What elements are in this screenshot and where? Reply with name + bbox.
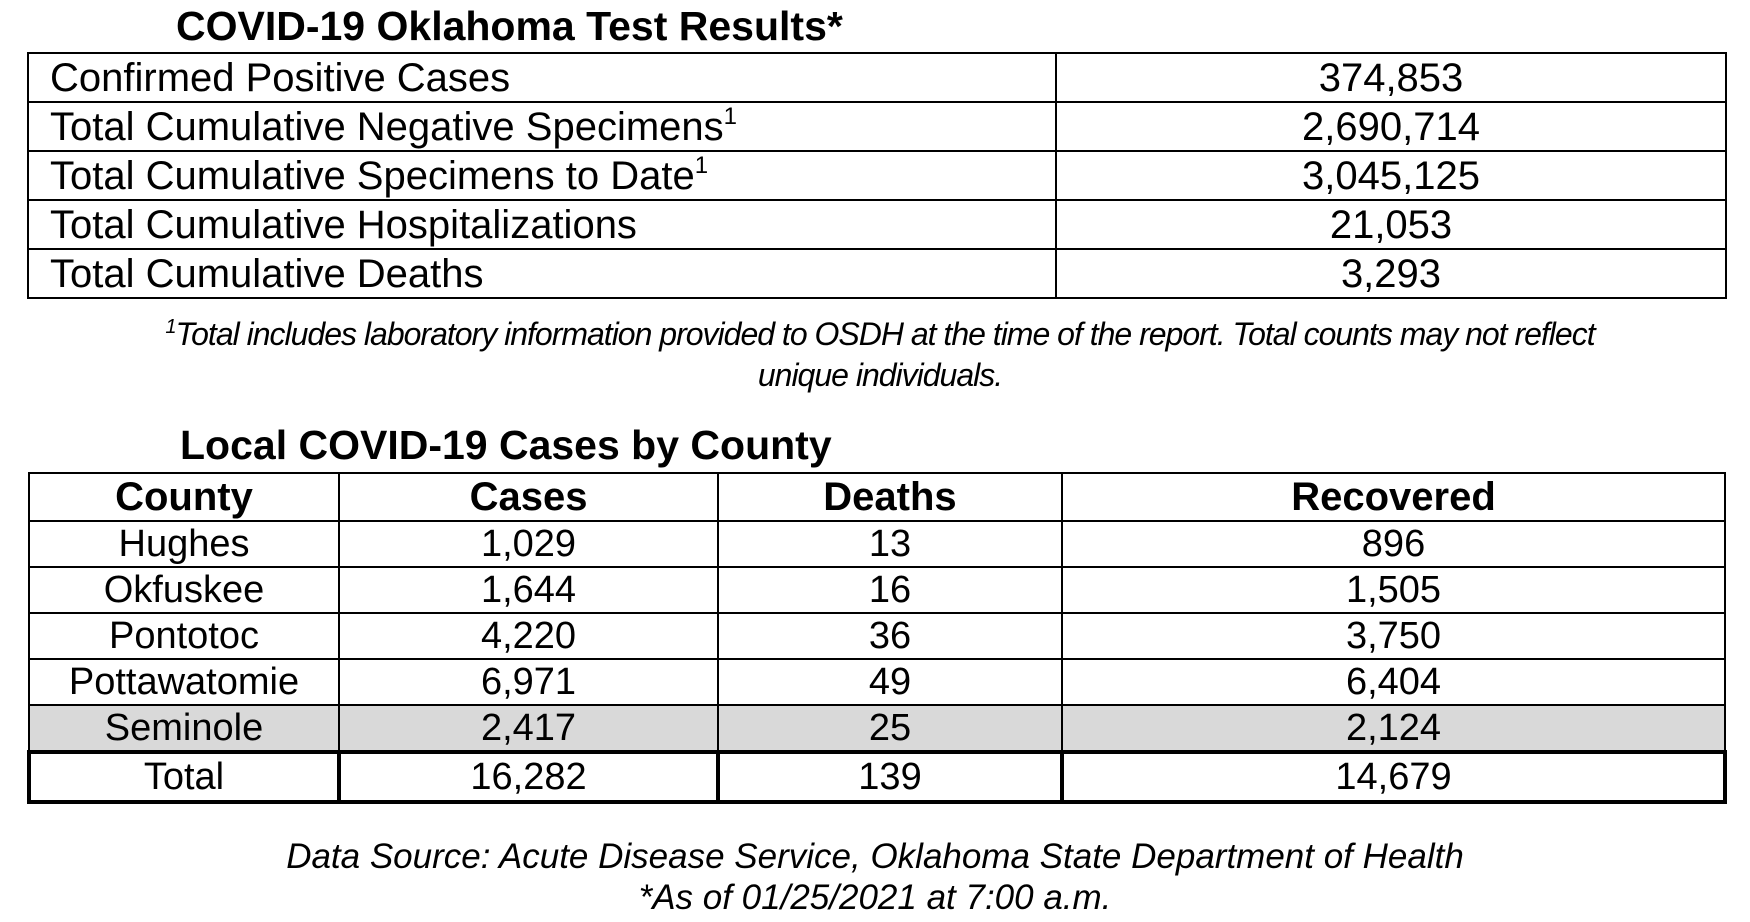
row-label: Total Cumulative Deaths [28,249,1056,298]
deaths-cell: 49 [718,659,1062,705]
total-deaths: 139 [718,752,1062,802]
cases-cell: 4,220 [339,613,718,659]
footnote-line-2: unique individuals. [757,357,1003,393]
recovered-cell: 896 [1062,521,1725,567]
total-recovered: 14,679 [1062,752,1725,802]
header-recovered: Recovered [1062,473,1725,521]
row-label: Total Cumulative Specimens to Date$^1$ [28,151,1056,200]
row-value: 3,293 [1056,249,1726,298]
recovered-cell: 3,750 [1062,613,1725,659]
cases-cell: 6,971 [339,659,718,705]
total-label: Total [29,752,339,802]
total-row [29,752,1725,802]
row-value: 2,690,714 [1056,102,1726,151]
recovered-cell: 2,124 [1062,705,1725,752]
table-row [29,613,1725,659]
table-header-row [29,473,1725,521]
county-cell: Okfuskee [29,567,339,613]
row-value: 21,053 [1056,200,1726,249]
header-county: County [29,473,339,521]
table-row [28,151,1726,200]
row-label: Total Cumulative Hospitalizations [28,200,1056,249]
row-value: 374,853 [1056,53,1726,102]
county-cell: Hughes [29,521,339,567]
row-label: Confirmed Positive Cases [28,53,1056,102]
county-cell: Pottawatomie [29,659,339,705]
row-value: 3,045,125 [1056,151,1726,200]
table-row [28,53,1726,102]
data-source: Data Source: Acute Disease Service, Oklahoma State Department of Health [286,837,1464,876]
table-row [29,521,1725,567]
total-cases: 16,282 [339,752,718,802]
table-row [29,567,1725,613]
table-row [28,200,1726,249]
test-results-title: COVID-19 Oklahoma Test Results* [176,3,843,49]
as-of-date: *As of 01/25/2021 at 7:00 a.m. [638,878,1112,917]
county-cell: Seminole [29,705,339,752]
test-results-table [27,52,1727,299]
deaths-cell: 25 [718,705,1062,752]
row-label: Total Cumulative Negative Specimens$^1$ [28,102,1056,151]
recovered-cell: 1,505 [1062,567,1725,613]
header-deaths: Deaths [718,473,1062,521]
county-cases-title: Local COVID-19 Cases by County [180,422,832,468]
recovered-cell: 6,404 [1062,659,1725,705]
table-row [28,249,1726,298]
table-row [28,102,1726,151]
table-row-highlighted [29,705,1725,752]
footnote-line-1: $^1$Total includes laboratory information provided to OSDH at the time of the report. Total counts may not reflect [165,316,1595,352]
footnote-marker: 1 [165,316,176,338]
deaths-cell: 13 [718,521,1062,567]
footnote [60,314,1700,396]
county-cell: Pontotoc [29,613,339,659]
cases-cell: 2,417 [339,705,718,752]
cases-cell: 1,029 [339,521,718,567]
deaths-cell: 16 [718,567,1062,613]
cases-cell: 1,644 [339,567,718,613]
deaths-cell: 36 [718,613,1062,659]
county-cases-table [27,472,1727,804]
table-row [29,659,1725,705]
header-cases: Cases [339,473,718,521]
